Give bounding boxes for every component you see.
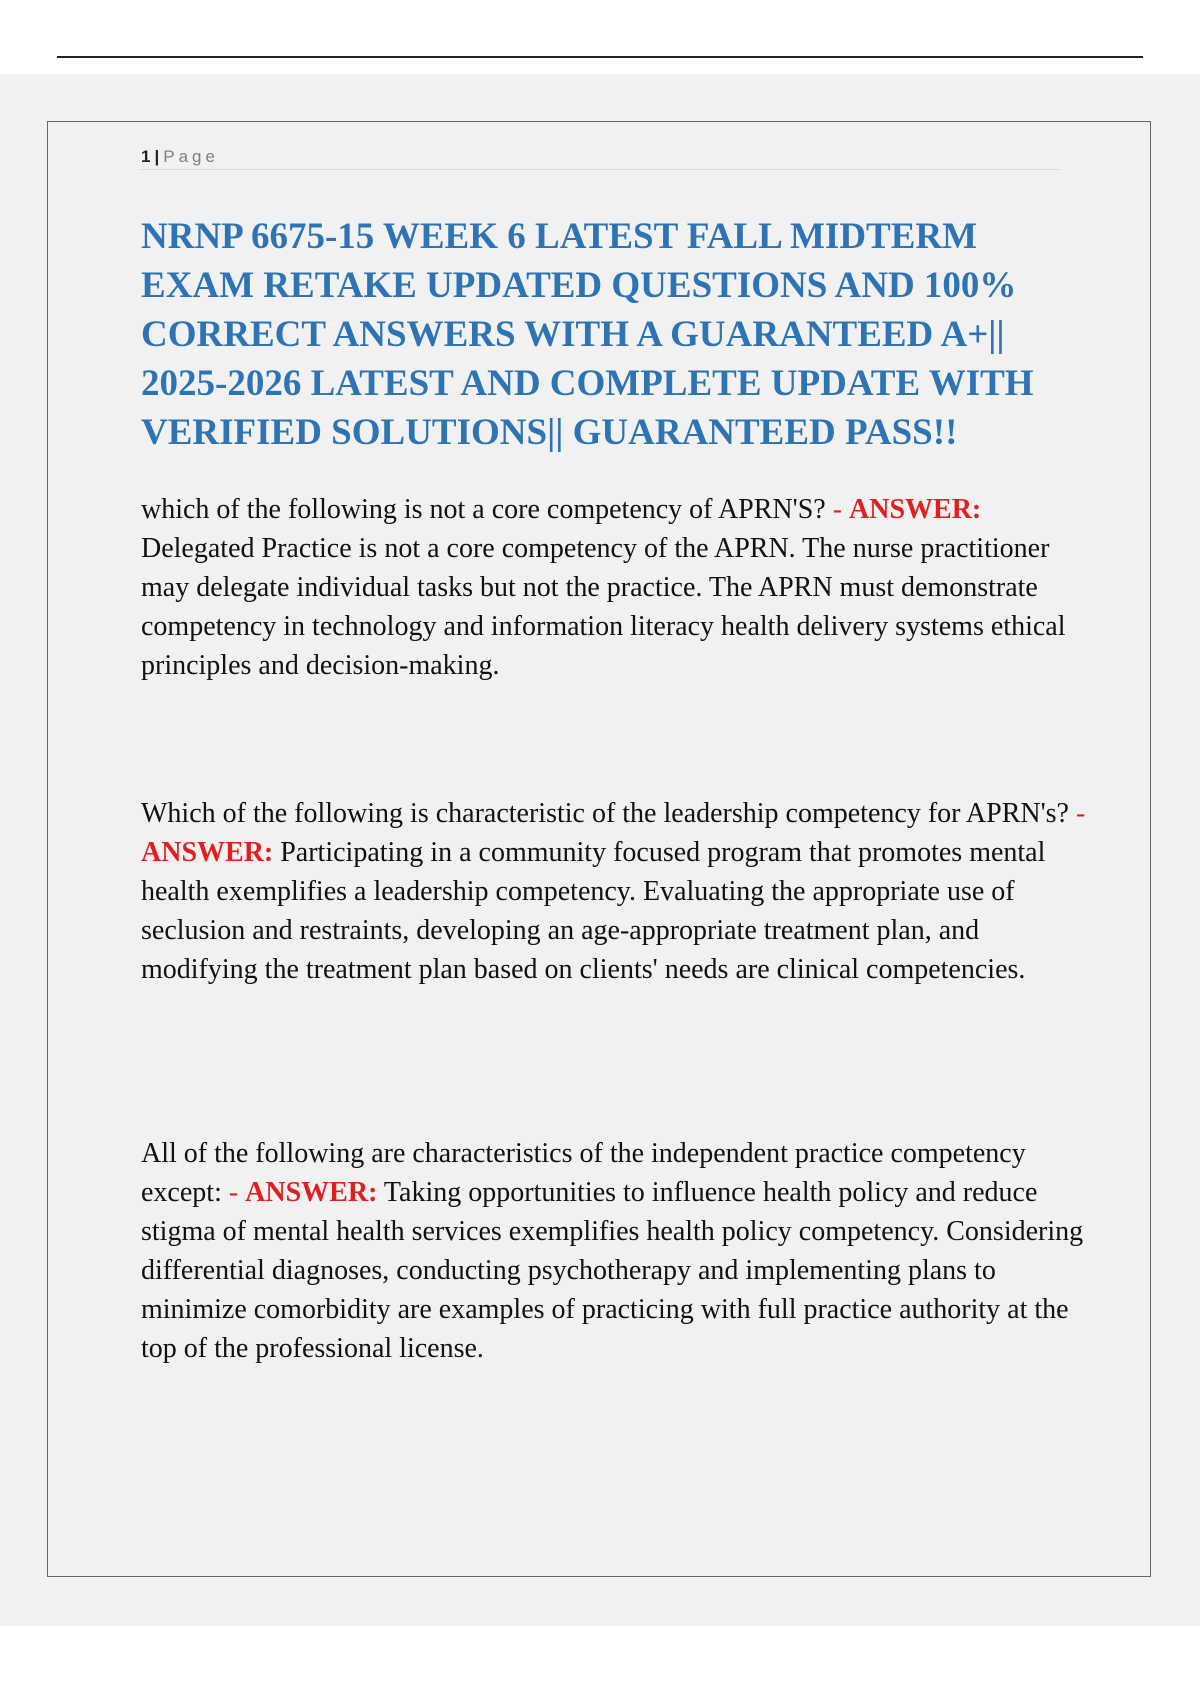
qa-item-3	[141, 1134, 1101, 1368]
answer-label: ANSWER:	[849, 494, 982, 525]
answer-dash: -	[832, 494, 843, 525]
document-page	[47, 121, 1151, 1577]
question-text: Which of the following is characteristic of the leadership competency for APRN's?	[141, 798, 1069, 829]
answer-text: Delegated Practice is not a core competency of the APRN. The nurse practitioner may delegate individual tasks but not the practice. The APRN must demonstrate competency in technology and information literacy health delivery systems ethical principles and decision-making.	[141, 533, 1066, 681]
top-rule	[57, 56, 1143, 58]
answer-text: Participating in a community focused program that promotes mental health exemplifies a leadership competency. Evaluating the appropriate use of seclusion and restraints, developing an age-appropriate treatment plan, and modifying the treatment plan based on clients' needs are clinical competencies.	[141, 837, 1046, 985]
page-separator: |	[154, 147, 160, 166]
question-text: All of the following are characteristics of the independent practice competency except:	[141, 1138, 1026, 1208]
answer-text: Taking opportunities to influence health policy and reduce stigma of mental health services exemplifies health policy competency. Considering differential diagnoses, conducting psychotherapy and implementing plans to minimize comorbidity are examples of practicing with full practice authority at the top of the professional license.	[141, 1177, 1084, 1364]
qa-item-1	[141, 490, 1101, 685]
page-word: Page	[163, 147, 219, 166]
answer-dash: -	[228, 1177, 239, 1208]
document-title: NRNP 6675-15 WEEK 6 LATEST FALL MIDTERM EXAM RETAKE UPDATED QUESTIONS AND 100% CORRECT ANSWERS WITH A GUARANTEED A+|| 2025-2026 LATEST AND COMPLETE UPDATE WITH VERIFIED SOLUTIONS|| GUARANTEED PASS!!	[141, 216, 1034, 453]
answer-label: ANSWER:	[245, 1177, 378, 1208]
qa-item-2	[141, 794, 1101, 989]
answer-label: ANSWER:	[141, 837, 274, 868]
page-header	[141, 147, 1059, 170]
answer-dash: -	[1075, 798, 1086, 829]
question-text: which of the following is not a core competency of APRN'S?	[141, 494, 826, 525]
page-number: 1	[141, 147, 151, 166]
